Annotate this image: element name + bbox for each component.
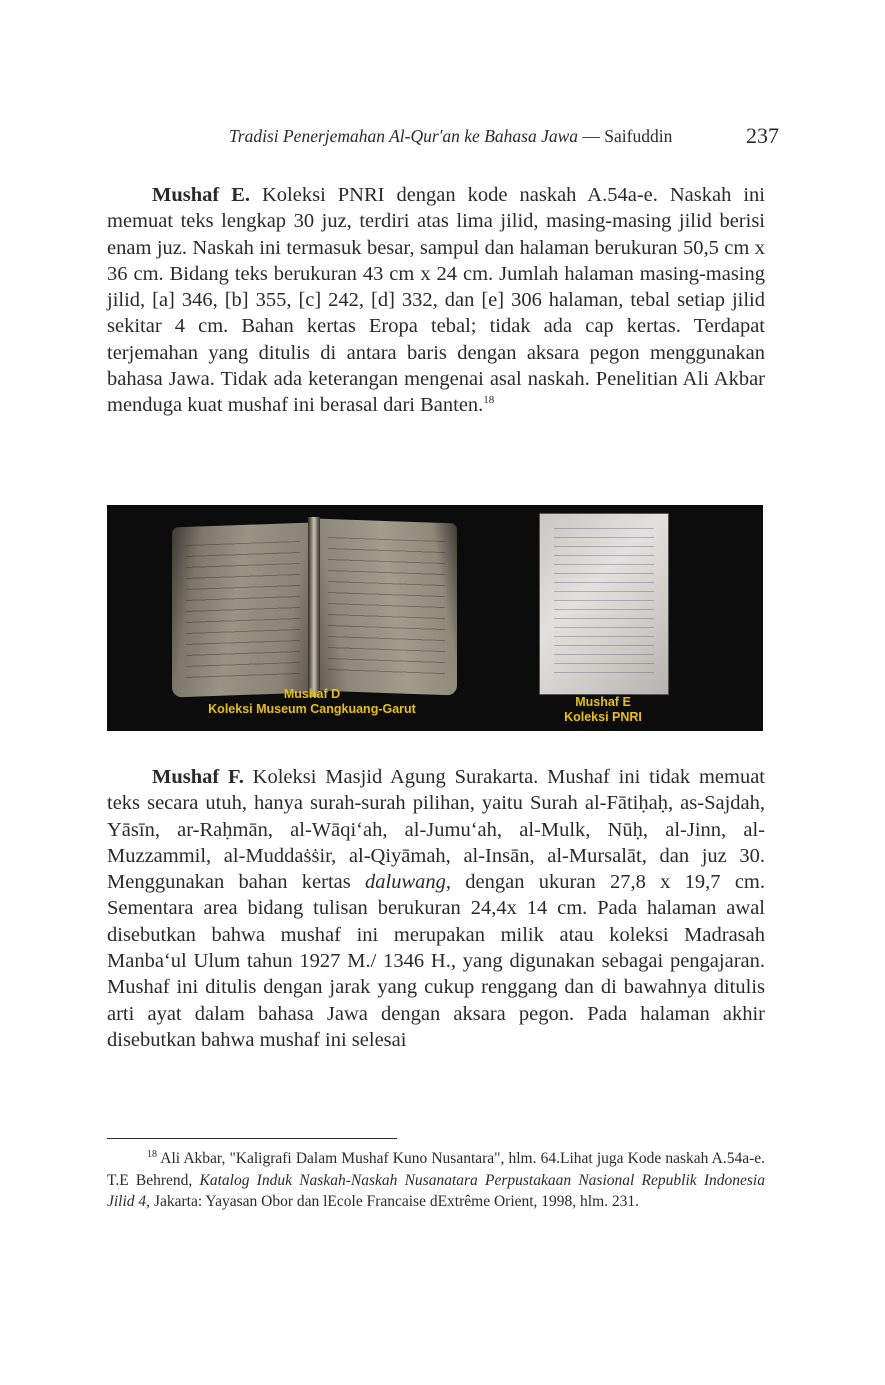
page-number: 237 (746, 123, 779, 148)
footnote-divider (107, 1138, 397, 1139)
paragraph-mushaf-f: Mushaf F. Koleksi Masjid Agung Surakarta. Mushaf ini tidak memuat teks secara utuh, hanya surah-surah pilihan, yaitu Surah al-Fātiḥaḥ, as-Sajdah, Yāsīn, ar-Raḥmān, al-Wāqi‘ah, al-Jumu‘ah, al-Mulk, Nūḥ, al-Jinn, al-Muzzammil, al-Muddaṡṡir, al-Qiyāmah, al-Insān, al-Mursalāt, dan juz 30. Menggunakan bahan kertas daluwang, dengan ukuran 27,8 x 19,7 cm. Sementara area bidang tulisan berukuran 24,4x 14 cm. Pada halaman awal disebutkan bahwa mushaf ini merupakan milik atau koleksi Madrasah Manba‘ul Ulum tahun 1927 M./ 1346 H., yang digunakan sebagai pengajaran. Mushaf ini ditulis dengan jarak yang cukup renggang dan di bawahnya ditulis arti ayat dalam bahasa Jawa dengan aksara pegon. Pada halaman akhir disebutkan bahwa mushaf ini selesai (107, 766, 765, 1051)
mushaf-f-heading: Mushaf F. (152, 766, 244, 788)
footnote-mark: 18 (147, 1148, 157, 1160)
mushaf-e-heading: Mushaf E. (152, 184, 250, 206)
italic-term: daluwang (365, 871, 446, 894)
paragraph-mushaf-e (107, 182, 765, 419)
mushaf-e-photo (539, 513, 669, 695)
mushaf-e-text: Koleksi PNRI dengan kode naskah A.54a-e. Naskah ini memuat teks lengkap 30 juz, terdiri atas lima jilid, masing-masing jilid berisi enam juz. Naskah ini termasuk besar, sampul dan halaman berukuran 50,5 cm x 36 cm. Bidang teks berukuran 43 cm x 24 cm. Jumlah halaman masing-masing jilid, [a] 346, [b] 355, [c] 242, [d] 332, dan [e] 306 halaman, tebal setiap jilid sekitar 4 cm. Bahan kertas Eropa tebal; tidak ada cap kertas. Terdapat terjemahan yang ditulis di antara baris dengan aksara pegon menggunakan bahasa Jawa. Tidak ada keterangan mengenai asal naskah. Penelitian Ali Akbar menduga kuat mushaf ini berasal dari Banten. (107, 184, 765, 417)
mushaf-d-photo (172, 517, 457, 697)
running-header (107, 123, 779, 153)
manuscript-photo-figure (107, 505, 763, 731)
running-title: Tradisi Penerjemahan Al-Qur'an ke Bahasa Jawa — Saifuddin (229, 126, 673, 146)
running-author: Saifuddin (604, 126, 673, 146)
caption-mushaf-d: Mushaf D Koleksi Museum Cangkuang-Garut (208, 687, 416, 716)
footnote-18: $^{18}$ Ali Akbar, "Kaligrafi Dalam Mushaf Kuno Nusantara", hlm. 64.Lihat juga Kode naskah A.54a-e. T.E Behrend, Katalog Induk Naskah-Naskah Nusanatara Perpustakaan Nasional Republik Indonesia Jilid 4, Jakarta: Yayasan Obor dan lEcole Francaise dExtrême Orient, 1998, hlm. 231. (107, 1148, 765, 1210)
footnote-ref-18[interactable]: 18 (483, 394, 495, 407)
caption-mushaf-e: Mushaf E Koleksi PNRI (564, 695, 642, 724)
footnote-citation-title: Katalog Induk Naskah-Naskah Nusanatara Perpustakaan Nasional Republik Indonesia Jilid 4, (107, 1171, 765, 1210)
